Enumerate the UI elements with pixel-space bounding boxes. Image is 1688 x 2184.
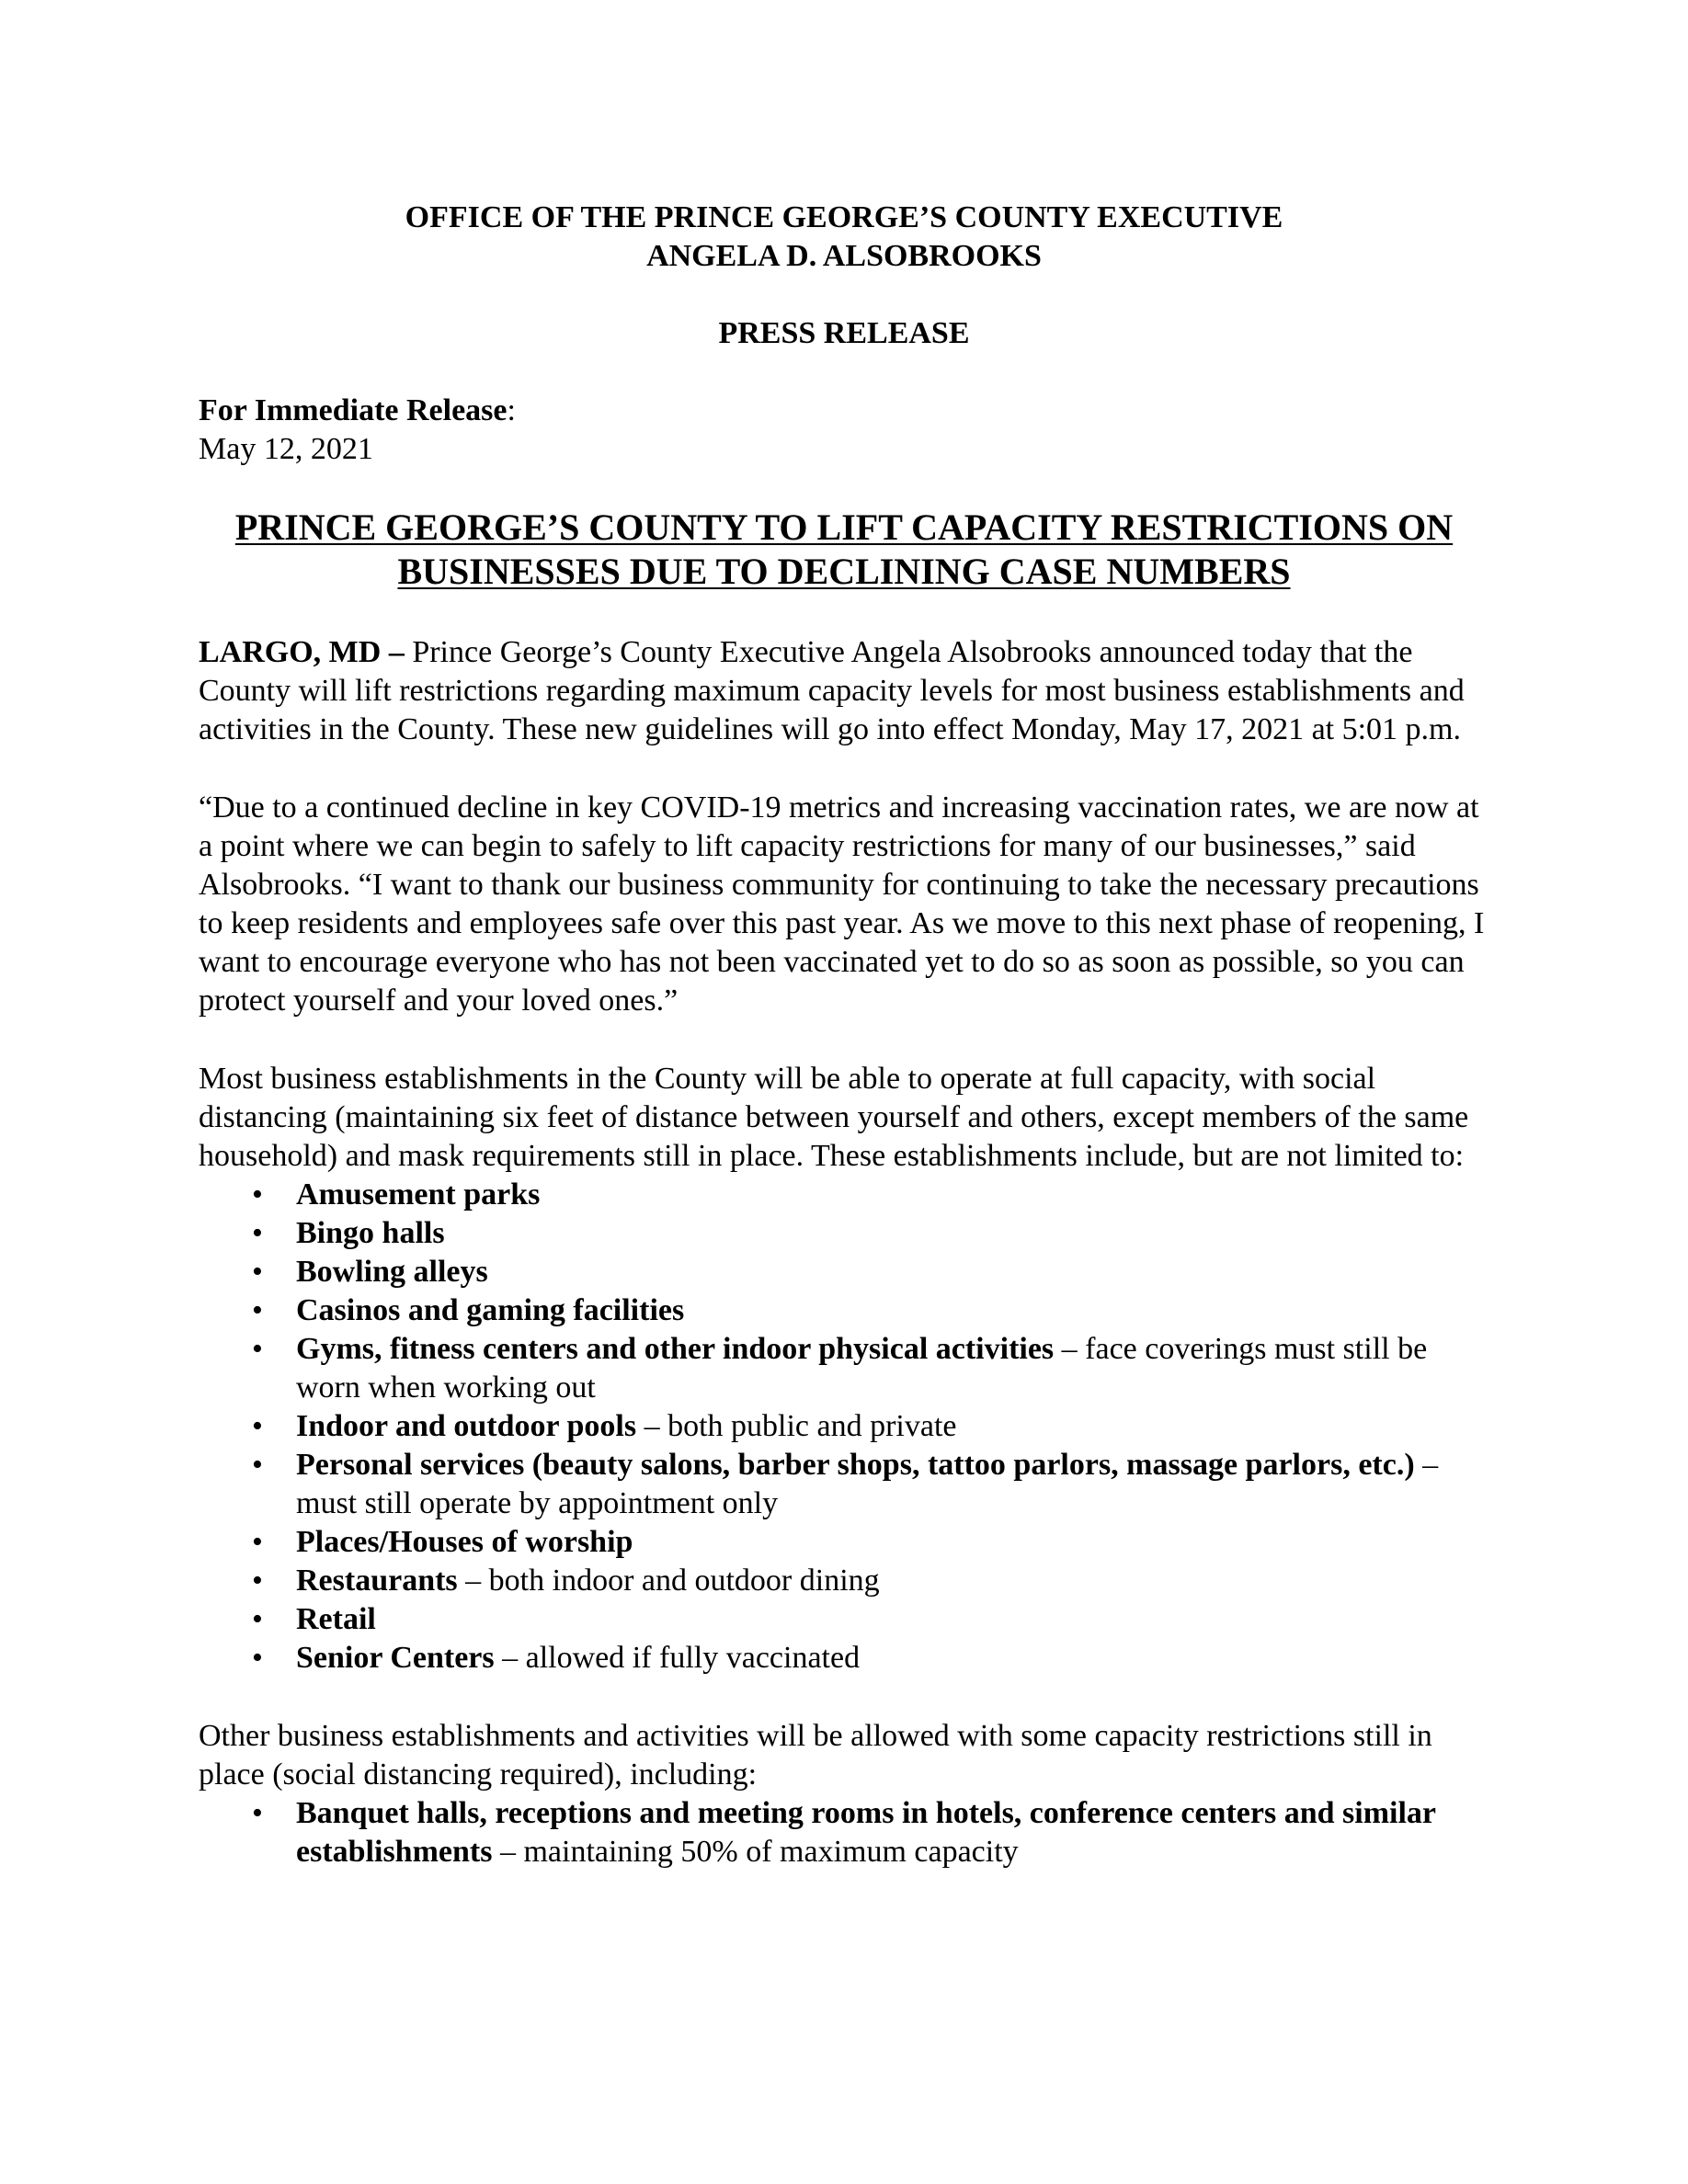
list-item — [199, 1407, 1489, 1446]
list-item-title: Restaurants — [296, 1564, 458, 1598]
list-item — [199, 1446, 1489, 1523]
list-item — [199, 1600, 1489, 1639]
bullet-icon: • — [252, 1796, 263, 1830]
document-content — [199, 199, 1489, 1871]
list-item-title: Bingo halls — [296, 1216, 445, 1250]
list-item-detail: – maintaining 50% of maximum capacity — [492, 1835, 1019, 1869]
office-line-2: ANGELA D. ALSOBROOKS — [646, 239, 1042, 273]
list-item-title: Personal services (beauty salons, barber shops, tattoo parlors, massage parlors, etc.) — [296, 1448, 1415, 1482]
list-item-title: Retail — [296, 1602, 376, 1636]
list-item-detail: – face coverings must still be worn when working out — [296, 1332, 1428, 1405]
list-item-title: Banquet halls, receptions and meeting rooms in hotels, conference centers and similar establishments — [296, 1796, 1436, 1869]
release-label: For Immediate Release — [199, 393, 508, 427]
office-header — [199, 199, 1489, 276]
dateline: LARGO, MD – — [199, 635, 405, 669]
list-item — [199, 1253, 1489, 1291]
paragraph-1-text: Prince George’s County Executive Angela Alsobrooks announced today that the County will lift restrictions regarding maximum capacity levels for most business establishments and activities in the County. These new guidelines will go into effect Monday, May 17, 2021 at 5:01 p.m. — [199, 635, 1465, 746]
paragraph-2-quote: “Due to a continued decline in key COVID-19 metrics and increasing vaccination rates, we are now at a point where we can begin to safely to lift capacity restrictions for many of our businesses,” said Alsobrooks. “I want to thank our business community for continuing to take the necessary precautions to keep residents and employees safe over this past year. As we move to this next phase of reopening, I want to encourage everyone who has not been vaccinated yet to do so as soon as possible, so you can protect yourself and your loved ones.” — [199, 791, 1485, 1018]
list-item — [199, 1794, 1489, 1871]
list-item-title: Bowling alleys — [296, 1255, 488, 1289]
paragraph-3: Most business establishments in the County will be able to operate at full capacity, with social distancing (maintaining six feet of distance between yourself and others, except members of the same household) and mask requirements still in place. These establishments include, but are not limited to: — [199, 1062, 1469, 1173]
release-date: May 12, 2021 — [199, 432, 373, 466]
list-item-detail: – must still operate by appointment only — [296, 1448, 1439, 1520]
list-item-title: Casinos and gaming facilities — [296, 1293, 685, 1327]
office-line-1: OFFICE OF THE PRINCE GEORGE’S COUNTY EXECUTIVE — [405, 200, 1283, 234]
full-capacity-list — [199, 1176, 1489, 1678]
list-item — [199, 1330, 1489, 1407]
list-item-title: Senior Centers — [296, 1641, 495, 1675]
bullet-icon: • — [252, 1177, 263, 1211]
bullet-icon: • — [252, 1448, 263, 1482]
list-item — [199, 1291, 1489, 1330]
bullet-icon: • — [252, 1602, 263, 1636]
paragraph-1 — [199, 633, 1489, 749]
restricted-capacity-list — [199, 1794, 1489, 1871]
list-item-detail: – both indoor and outdoor dining — [457, 1564, 880, 1598]
paragraph-4: Other business establishments and activities will be allowed with some capacity restrictions still in place (social distancing required), including: — [199, 1719, 1432, 1792]
release-info — [199, 392, 1489, 469]
list-item-title: Places/Houses of worship — [296, 1525, 633, 1559]
press-release-label: PRESS RELEASE — [718, 316, 970, 350]
headline-line-1: PRINCE GEORGE’S COUNTY TO LIFT CAPACITY RESTRICTIONS ON — [234, 506, 1454, 548]
list-item-detail: – allowed if fully vaccinated — [494, 1641, 861, 1675]
list-item — [199, 1523, 1489, 1562]
bullet-icon: • — [252, 1641, 263, 1675]
bullet-icon: • — [252, 1293, 263, 1327]
bullet-icon: • — [252, 1216, 263, 1250]
bullet-icon: • — [252, 1564, 263, 1598]
list-item — [199, 1214, 1489, 1253]
list-item — [199, 1562, 1489, 1600]
headline — [199, 506, 1489, 594]
list-item-title: Gyms, fitness centers and other indoor physical activities — [296, 1332, 1055, 1366]
bullet-icon: • — [252, 1409, 263, 1443]
bullet-icon: • — [252, 1332, 263, 1366]
bullet-icon: • — [252, 1255, 263, 1289]
list-item — [199, 1176, 1489, 1214]
list-item-title: Indoor and outdoor pools — [296, 1409, 637, 1443]
headline-line-2: BUSINESSES DUE TO DECLINING CASE NUMBERS — [397, 551, 1291, 592]
release-label-colon: : — [507, 393, 516, 427]
list-item — [199, 1639, 1489, 1678]
bullet-icon: • — [252, 1525, 263, 1559]
list-item-detail: – both public and private — [636, 1409, 957, 1443]
list-item-title: Amusement parks — [296, 1177, 541, 1211]
